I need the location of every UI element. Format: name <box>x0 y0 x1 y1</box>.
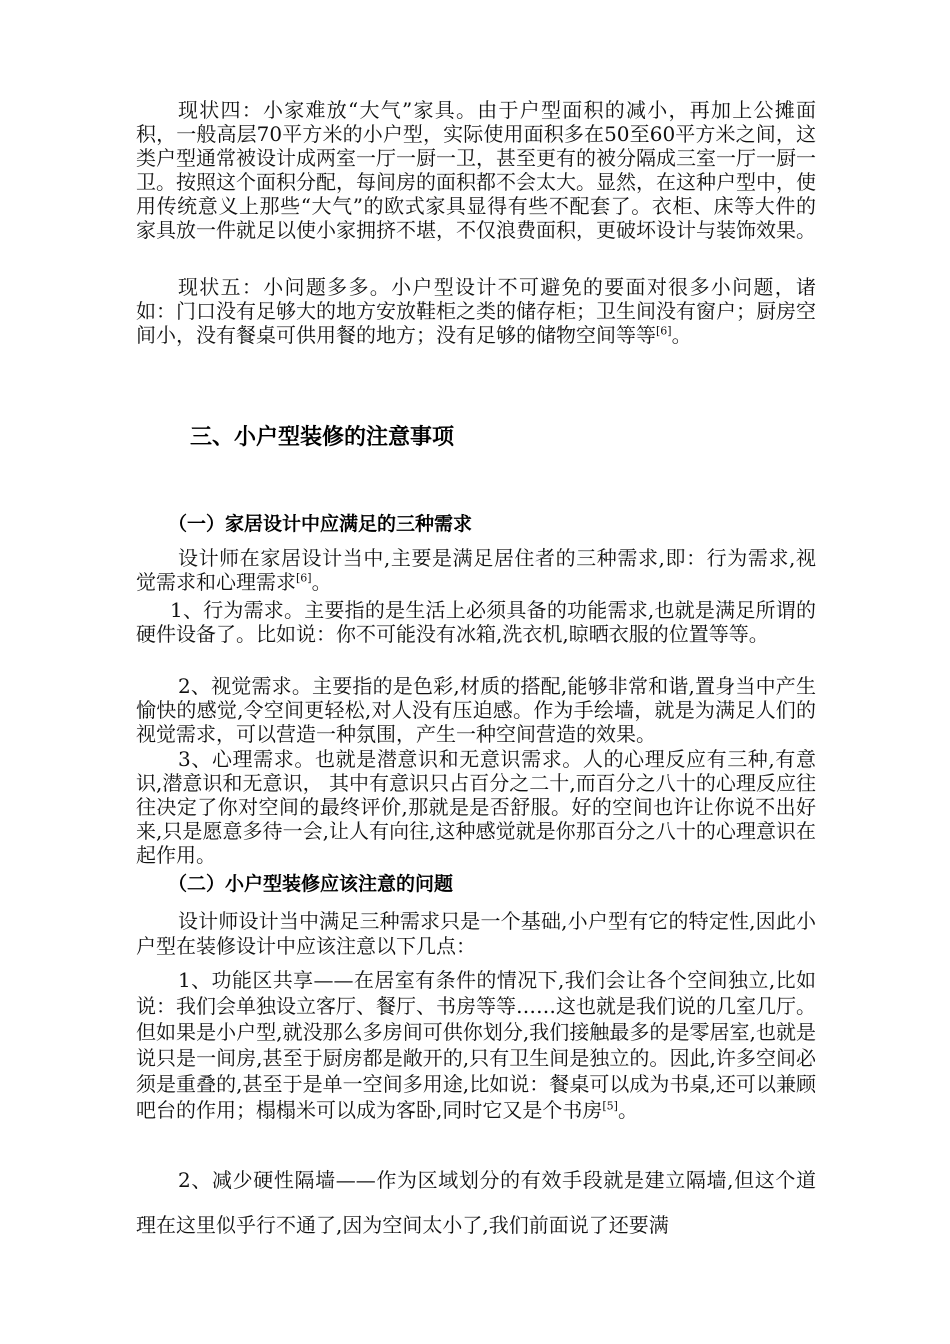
paragraph-function-sharing <box>136 967 816 1123</box>
paragraph-end: 。 <box>617 1098 638 1122</box>
paragraph-text: 设计师在家居设计当中,主要是满足居住者的三种需求,即：行为需求,视觉需求和心理需求 <box>136 546 816 594</box>
paragraph-three-needs <box>136 546 816 594</box>
paragraph-text: 现状四：小家难放“大气”家具。由于户型面积的减小，再加上公摊面积，一般高层70平方米的小户型，实际使用面积多在50至60平方米之间，这类户型通常被设计成两室一厅一厨一卫，甚至更有的被分隔成三室一厅一厨一卫。按照这个面积分配，每间房的面积都不会太大。显然，在这种户型中，使用传统意义上那些“大气”的欧式家具显得有些不配套了。衣柜、床等大件的家具放一件就足以使小家拥挤不堪，不仅浪费面积，更破坏设计与装饰效果。 <box>136 98 816 242</box>
paragraph-text: 1、功能区共享——在居室有条件的情况下,我们会让各个空间独立,比如说：我们会单独设立客厅、餐厅、书房等等……这也就是我们说的几室几厅。但如果是小户型,就没那么多房间可供你划分,我们接触最多的是零居室,也就是说只是一间房,甚至于厨房都是敞开的,只有卫生间是独立的。因此,许多空间必须是重叠的,甚至于是单一空间多用途,比如说：餐桌可以成为书桌,还可以兼顾吧台的作用；榻榻米可以成为客卧,同时它又是个书房 <box>136 968 816 1122</box>
paragraph-end: 。 <box>311 570 332 594</box>
paragraph-status-four <box>136 98 816 242</box>
section-heading: 三、小户型装修的注意事项 <box>190 425 455 450</box>
paragraph-psych-need: 3、心理需求。也就是潜意识和无意识需求。人的心理反应有三种,有意识,潜意识和无意识， 其中有意识只占百分之二十,而百分之八十的心理反应往往决定了你对空间的最终评价,那就是是否舒服。好的空间也许让你说不出好来,只是愿意多待一会,让人有向往,这种感觉就是你那百分之八十的心理意识在起作用。 <box>136 747 816 867</box>
paragraph-reduce-walls: 2、减少硬性隔墙——作为区域划分的有效手段就是建立隔墙,但这个道理在这里似乎行不通了,因为空间太小了,我们前面说了还要满 <box>136 1168 816 1237</box>
subsection-heading-1: （一）家居设计中应满足的三种需求 <box>168 513 473 535</box>
paragraph-text: 现状五：小问题多多。小户型设计不可避免的要面对很多小问题，诸如：门口没有足够大的地方安放鞋柜之类的储存柜；卫生间没有窗户；厨房空间小，没有餐桌可供用餐的地方；没有足够的储物空间等等 <box>136 275 816 347</box>
paragraph-behavior-need: 1、行为需求。主要指的是生活上必须具备的功能需求,也就是满足所谓的硬件设备了。比如说：你不可能没有冰箱,洗衣机,晾晒衣服的位置等等。 <box>136 598 816 646</box>
paragraph-end: 。 <box>671 323 692 347</box>
subsection-heading-2: （二）小户型装修应该注意的问题 <box>168 873 454 895</box>
citation-ref: [6] <box>296 571 312 585</box>
paragraph-visual-need: 2、视觉需求。主要指的是色彩,材质的搭配,能够非常和谐,置身当中产生愉快的感觉,令空间更轻松,对人没有压迫感。作为手绘墙，就是为满足人们的视觉需求，可以营造一种氛围，产生一种空间营造的效果。 <box>136 674 816 746</box>
citation-ref: [5] <box>602 1099 618 1113</box>
paragraph-status-five <box>136 275 816 347</box>
paragraph-basis: 设计师设计当中满足三种需求只是一个基础,小户型有它的特定性,因此小户型在装修设计中应该注意以下几点： <box>136 909 816 958</box>
citation-ref: [6] <box>656 324 672 338</box>
